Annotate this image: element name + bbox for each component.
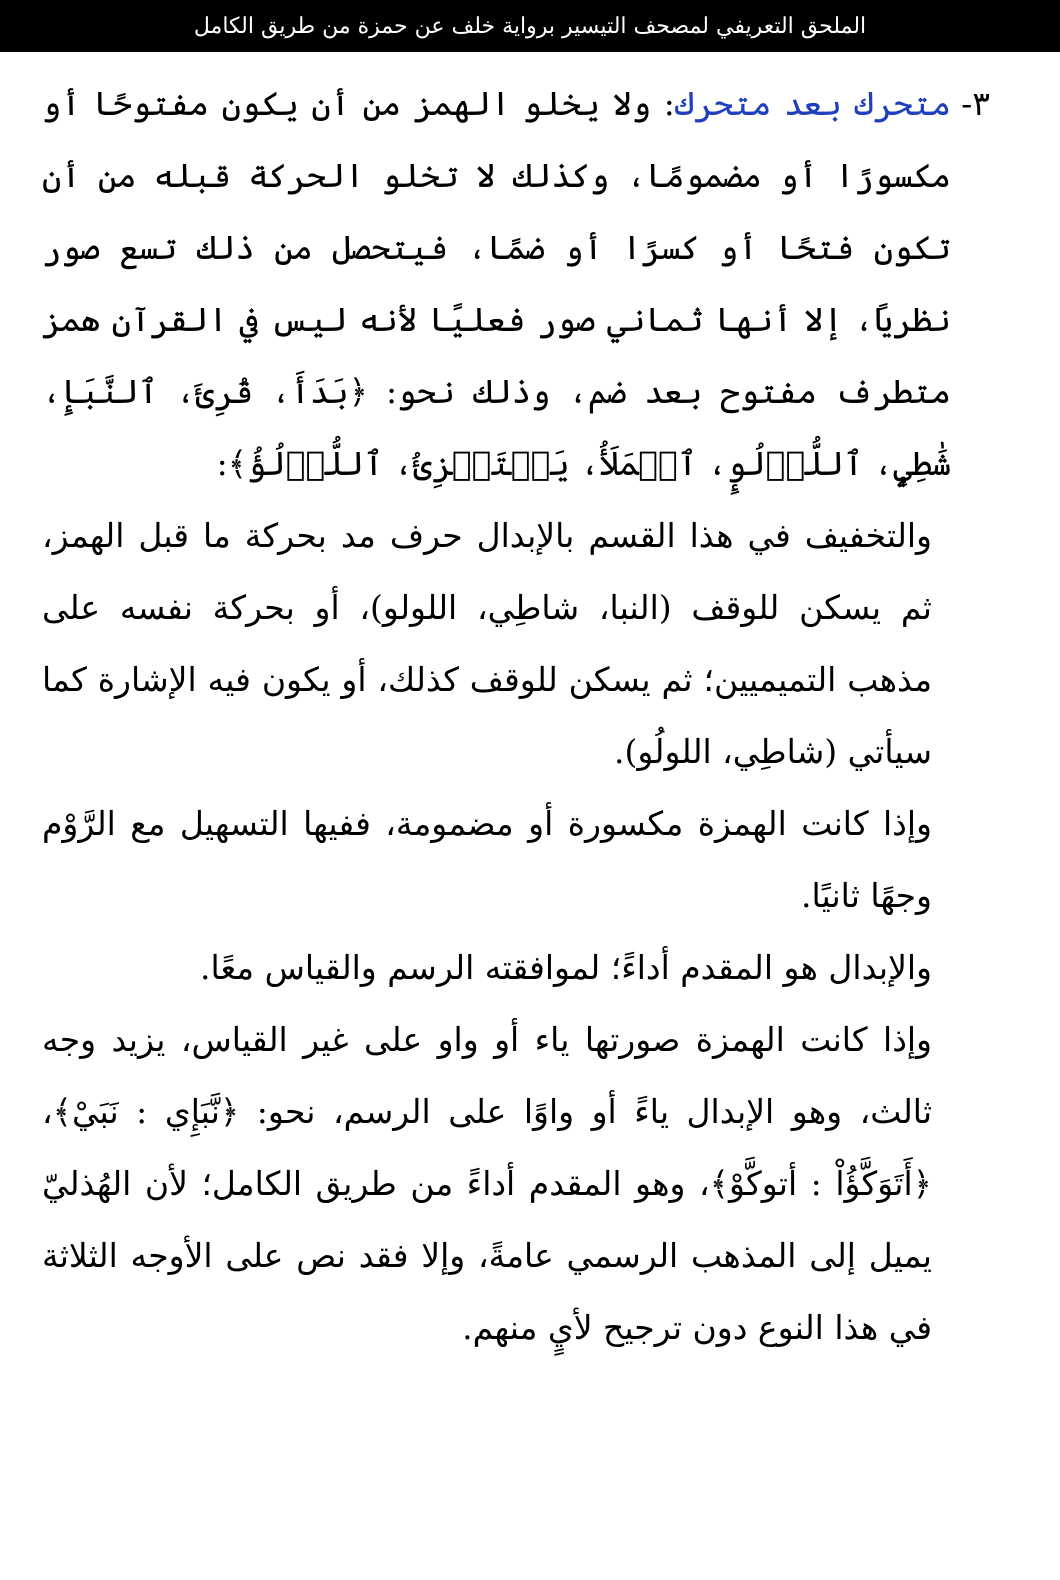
- reading-atawakkau: : أتوكَّوْ: [728, 1164, 836, 1203]
- paragraph-tashil: وإذا كانت الهمزة مكسورة أو مضمومة، ففيها التسهيل مع الرَّوْم وجهًا ثانيًا.: [42, 804, 932, 915]
- ornate-bracket-close: ﴾: [709, 1164, 729, 1203]
- numbered-item: [42, 68, 990, 500]
- item-number: ٣-: [961, 84, 990, 123]
- ornate-bracket-open: ﴿: [219, 1092, 240, 1131]
- page-content: [42, 68, 990, 1364]
- paragraph-takhfif: والتخفيف في هذا القسم بالإبدال حرف مد بحركة ما قبل الهمز، ثم يسكن للوقف (النبا، شاطِي، اللولو)، أو بحركة نفسه على مذهب التميميين؛ ثم يسكن للوقف كذلك، أو يكون فيه الإشارة كما سيأتي (شاطِي، اللولُو).: [42, 516, 932, 771]
- header-title: الملحق التعريفي لمصحف التيسير برواية خلف عن حمزة من طريق الكامل: [193, 13, 867, 39]
- ornate-bracket-close: ﴾: [52, 1092, 72, 1131]
- quran-word-naba: نَّبَإِي: [164, 1092, 220, 1131]
- quran-word-atawakkau: أَتَوَكَّؤُاْ: [835, 1164, 913, 1203]
- ornate-bracket-close: ﴾: [227, 444, 248, 483]
- page-header: [0, 0, 1060, 52]
- paragraph-third-way-end: ، وهو المقدم أداءً من طريق الكامل؛ لأن الهُذليّ يميل إلى المذهب الرسمي عامةً، وإلا فقد نص على الأوجه الثلاثة في هذا النوع دون ترجيح لأيٍ منهم.: [42, 1164, 932, 1347]
- item-end: :: [216, 444, 228, 483]
- paragraph-third-way-intro: وإذا كانت الهمزة صورتها ياء أو واو على غير القياس، يزيد وجه ثالث، وهو الإبدال ياءً أو واوًا على الرسم، نحو:: [42, 1020, 933, 1131]
- ornate-bracket-open: ﴿: [912, 1164, 932, 1203]
- paragraph-ibdal: والإبدال هو المقدم أداءً؛ لموافقته الرسم والقياس معًا.: [199, 948, 932, 987]
- item-colon: :: [663, 84, 675, 123]
- separator: ،: [42, 1092, 53, 1131]
- paragraph-third-way: [42, 1004, 990, 1364]
- quran-examples: بَدَأَ، قُرِئَ، ٱلنَّبَإِ، شَٰطِيِٕ، ٱللُّؤۡلُوِٕ، ٱلۡمَلَأُ، يَسۡتَهۡزِئُ، ٱللُّؤۡلُؤُ: [42, 372, 952, 483]
- item-intro: ولا يخلو الهمز من أن يكون مفتوحًا أو مكسورًا أو مضمومًا، وكذلك لا تخلو الحركة قبله من أن تكون فتحًا أو كسرًا أو ضمًا، فيتحصل من ذلك تسع صور نظريًا، إلا أنها ثماني صور فعليًا لأنه ليس في القرآن همز متطرف مفتوح بعد ضم، وذلك نحو:: [42, 84, 952, 411]
- reading-naba: : نَبَيْ: [72, 1092, 165, 1131]
- ornate-bracket-open: ﴿: [348, 372, 369, 411]
- item-heading: متحرك بعد متحرك: [674, 84, 952, 123]
- item-text: [42, 68, 951, 500]
